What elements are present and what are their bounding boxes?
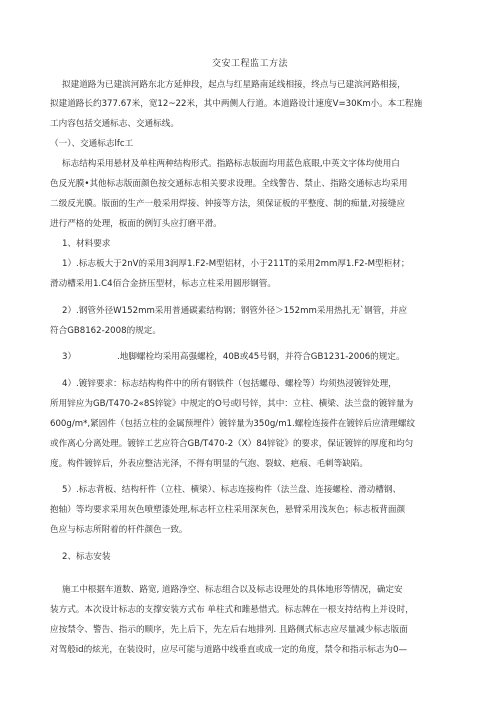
paragraph-line: 4）.镀锌要求：标志结构构件中的所有钢铁件（包括螺母、螺栓等）均须热浸镀锌处理， [62,379,397,389]
paragraph-line: 标志结构采用悬材及单柱两种结构形式。指路标志版面均用蓝色底眼,中英文字体均使用白 [62,159,400,169]
document-title: 交安工程监工方法 [211,59,288,69]
paragraph-line: 拟建道路长约377.67米，宽12~22米，其中两侧人行道。本道路设计速度V=30Km小。本工程施 [50,99,423,109]
paragraph-line: 色应与标志所附着的杆件颜色一致。 [50,525,188,535]
subsection-heading: 2、标志安装 [62,552,111,562]
paragraph-line: 二级反光膜。版面的生产一般采用焊接、钟接等方法，须保证板的平整度、制的痴量,对接缝应 [50,199,406,209]
paragraph-line: 装方式。本次设计标志的支撑安装方式布 单柱式和雎悬惜式。标志牌在一根支持结构上并设时， [50,605,414,615]
paragraph-line: 1）.标志板大于2nV的采用3润厚1.F2-M型铝材，小于211T的采用2mm厚1.F2-M型柜材； [62,259,410,269]
paragraph-line: 工内容包括交通标志、交通标线。 [50,119,179,129]
paragraph-line: 滑动槽采用1.C4佰合金挤压型材，标志立柱采用圆形钢管。 [50,279,276,289]
paragraph-line: 应按禁令、警告、指示的顺序，先上后下，先左后右地排列. 且路侧式标志应尽量减少标志版面 [50,625,408,635]
paragraph-line: 进行严格的处理，板面的例钉头应打磨平滑。 [50,219,222,229]
section-heading: （一）、交通标志lfc工 [50,139,134,149]
paragraph-line: 度。构件镀锌后，外表应整洁光泽，不得有明显的气泡、裂蚊、疤痕、毛刺等缺陷。 [50,459,368,469]
paragraph-line: 5）.标志背板、结构杆件（立柱、横梁）、标志连接构件（法兰盘、连接螺栓、滑动槽钢、 [62,485,402,495]
paragraph-line: 符合GB8162-2008的规定。 [50,326,161,336]
subsection-heading: 1、材料要求 [62,239,111,249]
paragraph-line: .地脚螺栓均采用高强螺栓，40B或45号钢，并符合GB1231-2006的规定。 [117,352,405,362]
paragraph-line: 抱轴）等均要求采用灰色喷塑漆处理,标志杆立柱采用深灰色，悬臂采用浅灰色；标志板背面颜 [50,505,406,515]
paragraph-line: 所用锌应为GB/T470-2«8S锌锭》中规定的O号或l号锌，其中：立柱、横梁、法兰盘的镀锌量为 [50,399,414,409]
paragraph-line: 色反光膜•其他标志版面颜色按交通标志相关要求设理。全线警告、禁止、指路交通标志均采用 [50,179,408,189]
paragraph-line: 600g/m*,紧固件（包括立柱的金属预埋件）镀锌量为350g/m1.螺栓连接件在镀锌后应清理螺纹 [50,419,416,429]
paragraph-line: 或作离心分离处理。镀锌工艺应符合GB/T470-2（X）84锌锭》的要求，保证镀锌的厚度和均匀 [50,439,414,449]
list-number: 3） [62,352,77,362]
paragraph-line: 施工中根据车道数、路宽, 道路净空、标志组合以及标志设理处的具体地形等情况，确定安 [62,585,403,595]
paragraph-line: 对驾般id的炫光，在装设时，应尽可能与道路中线垂直或成一定的角度，禁令和指示标志为0— [50,645,408,655]
paragraph-line: 2）.钢管外径W152mm采用普通碳素结构钢；钢管外径＞152mm采用热扎无`钢管，并应 [62,306,408,316]
paragraph-line: 拟建道路为已建滨河路东北方延伸段，起点与红星路南延线相接，终点与已建滨河路相接， [62,80,406,90]
